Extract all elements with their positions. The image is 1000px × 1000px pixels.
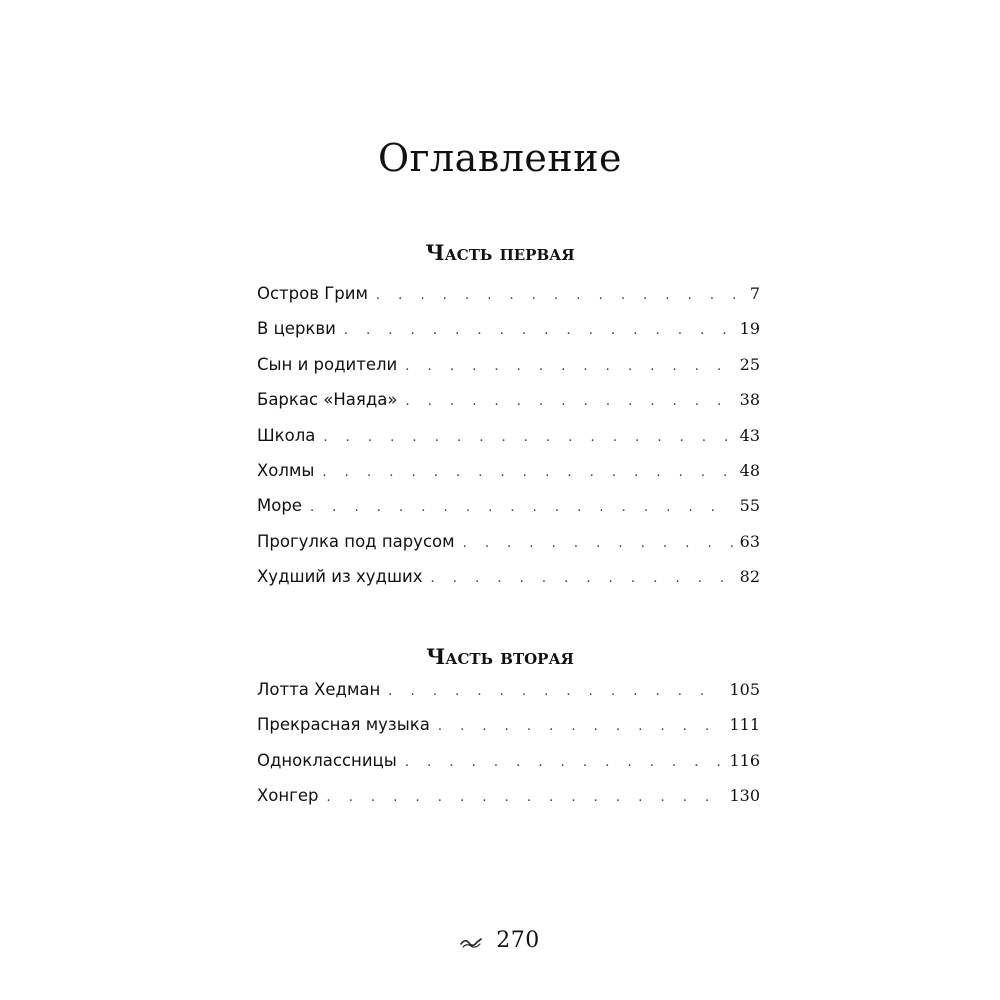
toc-entry[interactable] xyxy=(257,355,760,390)
dot-leader xyxy=(405,359,733,374)
dot-leader xyxy=(326,790,723,805)
dot-leader xyxy=(463,536,734,551)
toc-entry-page: 105 xyxy=(729,680,760,699)
toc-entry-title: Прекрасная музыка xyxy=(257,715,430,735)
toc-entry-title: Худший из худших xyxy=(257,567,423,587)
dot-leader xyxy=(405,755,724,770)
dot-leader xyxy=(310,500,734,515)
dot-leader xyxy=(405,394,733,409)
toc-entry-page: 25 xyxy=(739,354,760,374)
toc-entry-page: 43 xyxy=(739,425,760,445)
toc-entry-page: 38 xyxy=(739,390,760,410)
toc-entry[interactable] xyxy=(257,715,760,750)
dot-leader xyxy=(431,571,734,586)
wave-ornament-icon xyxy=(460,934,482,948)
part-heading: Часть первая xyxy=(425,240,575,265)
toc-entry-page: 111 xyxy=(729,715,760,735)
toc-entry-title: Одноклассницы xyxy=(257,750,397,770)
toc-entry-page: 7 xyxy=(749,284,760,303)
toc-entry-page: 63 xyxy=(739,531,760,551)
toc-entry-title: Море xyxy=(257,496,302,516)
dot-leader xyxy=(322,465,733,480)
toc-entry-title: Прогулка под парусом xyxy=(257,531,455,551)
toc-entry-page: 48 xyxy=(739,460,760,480)
page-number: 270 xyxy=(496,928,540,953)
dot-leader xyxy=(438,719,724,734)
toc-entry[interactable] xyxy=(257,496,760,531)
toc-list xyxy=(257,284,760,603)
toc-entry[interactable] xyxy=(257,426,760,461)
toc-entry-title: Баркас «Наяда» xyxy=(257,390,398,410)
toc-list xyxy=(257,680,760,822)
toc-entry[interactable] xyxy=(257,390,760,425)
toc-entry[interactable] xyxy=(257,567,760,602)
toc-entry-page: 82 xyxy=(739,567,760,587)
toc-entry-title: В церкви xyxy=(257,319,336,339)
toc-entry-title: Сын и родители xyxy=(257,354,398,374)
toc-entry[interactable] xyxy=(257,532,760,567)
toc-entry-title: Школа xyxy=(257,425,316,445)
toc-entry-title: Хонгер xyxy=(257,786,319,806)
toc-entry-title: Остров Грим xyxy=(257,284,368,303)
dot-leader xyxy=(376,288,744,303)
toc-entry-title: Холмы xyxy=(257,460,315,480)
page-footer xyxy=(0,928,1000,953)
part-heading: Часть вторая xyxy=(426,644,574,669)
dot-leader xyxy=(344,323,734,338)
toc-entry[interactable] xyxy=(257,319,760,354)
toc-entry-page: 19 xyxy=(739,319,760,339)
toc-entry-title: Лотта Хедман xyxy=(257,680,381,699)
toc-entry[interactable] xyxy=(257,284,760,319)
toc-entry-page: 130 xyxy=(729,786,760,806)
toc-entry-page: 55 xyxy=(739,496,760,516)
toc-entry[interactable] xyxy=(257,751,760,786)
page-title: Оглавление xyxy=(377,136,623,180)
toc-entry[interactable] xyxy=(257,461,760,496)
dot-leader xyxy=(323,430,733,445)
toc-entry[interactable] xyxy=(257,786,760,821)
dot-leader xyxy=(388,684,723,699)
toc-entry[interactable] xyxy=(257,680,760,715)
toc-entry-page: 116 xyxy=(729,750,760,770)
